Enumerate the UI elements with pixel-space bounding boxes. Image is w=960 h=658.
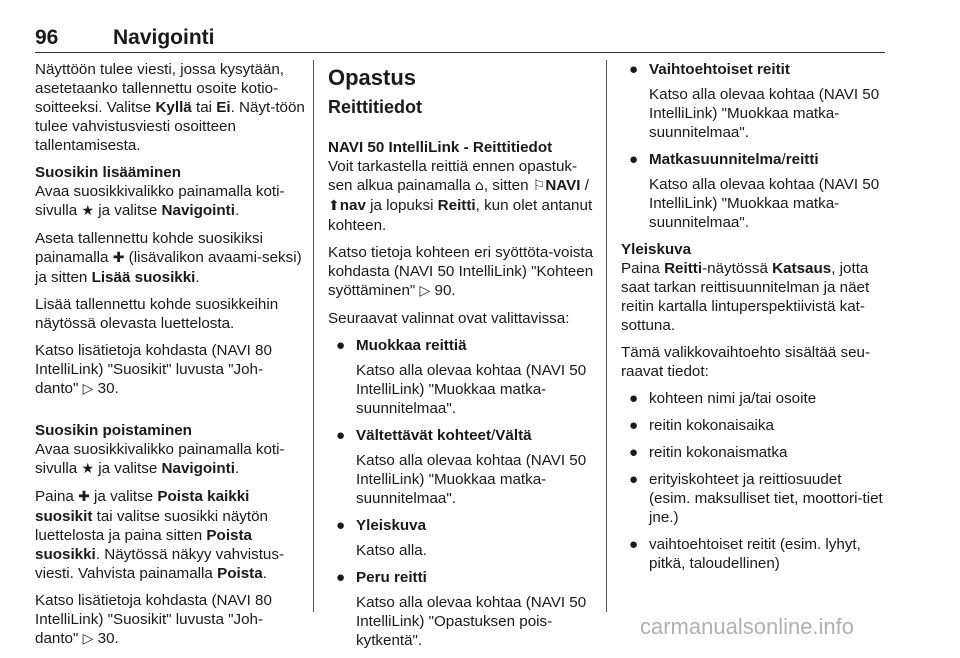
- bullet-icon: ●: [629, 444, 639, 461]
- bullet-icon: ●: [629, 536, 639, 553]
- bullet-icon: ●: [336, 427, 346, 444]
- chapter-title: Opastus: [328, 65, 417, 90]
- list-item: ● kohteen nimi ja/tai osoite: [629, 390, 817, 407]
- star-icon: ★: [81, 461, 94, 477]
- paragraph: Paina Reitti-näytössä Katsaus, jotta saat tarkan reittisuunnitelman ja näet reitin kartalla lintuperspektiivistä kat-sottuna.: [621, 260, 870, 334]
- bullet-icon: ●: [629, 471, 639, 488]
- bullet-icon: ●: [629, 390, 639, 407]
- column-divider-2: [606, 60, 607, 612]
- list-item: ● reitin kokonaismatka: [629, 444, 788, 461]
- heading-remove-favourite: Suosikin poistaminen: [35, 422, 192, 439]
- section-title: Navigointi: [113, 26, 215, 49]
- paragraph: Avaa suosikkivalikko painamalla koti-sivulla ★ ja valitse Navigointi.: [35, 183, 285, 219]
- bullet-icon: ●: [629, 417, 639, 434]
- paragraph: Katso tietoja kohteen eri syöttöta-voista kohdasta (NAVI 50 IntelliLink) "Kohteen syöttäminen" ▷ 90.: [328, 244, 594, 299]
- paragraph: Katso lisätietoja kohdasta (NAVI 80 IntelliLink) "Suosikit" luvusta "Joh-danto" ▷ 30.: [35, 592, 272, 647]
- list-item: ● vaihtoehtoiset reitit (esim. lyhyt, pitkä, taloudellinen): [629, 536, 861, 572]
- column-divider-1: [313, 60, 314, 612]
- column-3: [621, 60, 887, 581]
- paragraph: Paina ✚ ja valitse Poista kaikki suosikit tai valitse suosikki näytön luettelosta ja paina sitten Poista suosikki. Näytössä näkyy vahvistus-viesti. Vahvista painamalla Poista.: [35, 488, 285, 582]
- plus-icon: ✚: [112, 250, 125, 266]
- heading-overview: Yleiskuva: [621, 241, 692, 258]
- watermark: carmanualsonline.info: [640, 614, 855, 639]
- paragraph: Tämä valikkovaihtoehto sisältää seu-raavat tiedot:: [621, 344, 871, 380]
- bullet-icon: ●: [336, 517, 346, 534]
- heading-navi50-route-info: NAVI 50 IntelliLink - Reittitiedot: [328, 139, 553, 156]
- column-2: [328, 60, 596, 658]
- reference-arrow-icon: ▷: [82, 631, 94, 647]
- list-item: ● Peru reitti Katso alla olevaa kohtaa (NAVI 50 IntelliLink) "Opastuksen pois-kytkentä".: [336, 569, 587, 649]
- bullet-icon: ●: [629, 61, 639, 78]
- plus-icon: ✚: [78, 489, 90, 505]
- nav-arrow-icon: ⬆: [328, 198, 340, 214]
- paragraph: Näyttöön tulee viesti, jossa kysytään, asetetaanko tallennettu osoite kotio-soitteeksi. Valitse Kyllä tai Ei. Näyt-töön tulee vahvistusviesti osoitteen tallentamisesta.: [35, 61, 305, 154]
- flag-icon: ⚐: [532, 178, 546, 194]
- chapter-subtitle: Reittitiedot: [328, 97, 422, 117]
- paragraph: Katso lisätietoja kohdasta (NAVI 80 IntelliLink) "Suosikit" luvusta "Joh-danto" ▷ 30.: [35, 342, 272, 397]
- paragraph: Avaa suosikkivalikko painamalla koti-sivulla ★ ja valitse Navigointi.: [35, 441, 285, 477]
- paragraph: Aseta tallennettu kohde suosikiksi painamalla ✚ (lisävalikon avaami-seksi) ja sitten Lisää suosikki.: [35, 230, 302, 286]
- bullet-icon: ●: [336, 569, 346, 586]
- list-item: ● Vaihtoehtoiset reitit Katso alla olevaa kohtaa (NAVI 50 IntelliLink) "Muokkaa matka-suunnitelmaa".: [629, 61, 880, 141]
- list-item: ● Vältettävät kohteet/Vältä Katso alla olevaa kohtaa (NAVI 50 IntelliLink) "Muokkaa matka-suunnitelmaa".: [336, 427, 587, 507]
- bullet-icon: ●: [336, 337, 346, 354]
- list-item: ● Matkasuunnitelma/reitti Katso alla olevaa kohtaa (NAVI 50 IntelliLink) "Muokkaa matka-suunnitelmaa".: [629, 151, 880, 231]
- page-number: 96: [35, 26, 59, 49]
- column-1: [35, 60, 305, 657]
- star-icon: ★: [81, 203, 94, 219]
- list-item: ● Yleiskuva Katso alla.: [336, 517, 427, 559]
- reference-arrow-icon: ▷: [419, 283, 431, 299]
- reference-arrow-icon: ▷: [82, 381, 94, 397]
- paragraph: Voit tarkastella reittiä ennen opastuk-sen alkua painamalla ⌂, sitten ⚐NAVI / ⬆nav ja lopuksi Reitti, kun olet antanut kohteen.: [328, 158, 593, 234]
- paragraph: Lisää tallennettu kohde suosikkeihin näytössä olevasta luettelosta.: [35, 296, 279, 332]
- list-item: ● erityiskohteet ja reittiosuudet (esim. maksulliset tiet, moottori-tiet jne.): [629, 471, 883, 526]
- page-header: [35, 26, 885, 52]
- paragraph: Seuraavat valinnat ovat valittavissa:: [328, 310, 570, 327]
- list-item: ● Muokkaa reittiä Katso alla olevaa kohtaa (NAVI 50 IntelliLink) "Muokkaa matka-suunnitelmaa".: [336, 337, 587, 417]
- home-icon: ⌂: [474, 178, 484, 194]
- heading-add-favourite: Suosikin lisääminen: [35, 164, 182, 181]
- bullet-icon: ●: [629, 151, 639, 168]
- header-rule: [35, 52, 885, 53]
- list-item: ● reitin kokonaisaika: [629, 417, 774, 434]
